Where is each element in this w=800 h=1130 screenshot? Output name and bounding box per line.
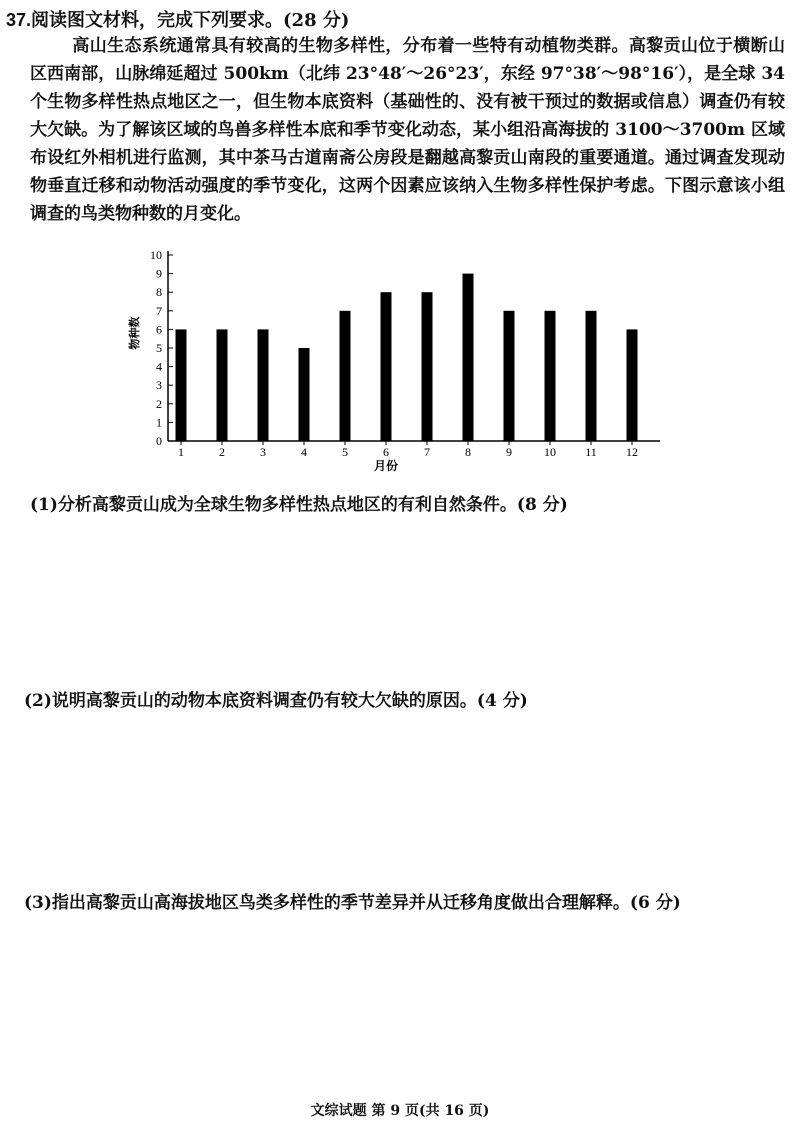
x-tick-label: 7 bbox=[424, 445, 430, 459]
x-tick-label: 5 bbox=[342, 445, 348, 459]
y-tick-label: 0 bbox=[156, 434, 162, 448]
bird-species-bar-chart bbox=[120, 242, 680, 477]
y-tick-label: 10 bbox=[150, 248, 162, 262]
x-tick-label: 4 bbox=[301, 445, 307, 459]
x-tick-label: 10 bbox=[544, 445, 556, 459]
page-footer: 文综试题 第 9 页(共 16 页) bbox=[310, 1103, 490, 1119]
y-tick-label: 5 bbox=[156, 341, 162, 355]
bar-9 bbox=[504, 311, 515, 441]
bar-4 bbox=[299, 348, 310, 441]
bar-5 bbox=[340, 311, 351, 441]
bar-1 bbox=[176, 329, 187, 441]
material-text: 高山生态系统通常具有较高的生物多样性，分布着一些特有动植物类群。高黎贡山位于横断山区西南部，山脉绵延超过 500km（北纬 23°48′～26°23′，东经 97°38′～98°16′），是全球 34 个生物多样性热点地区之一，但生物本底资料（基础性的、没有被干预过的数据或信息）调查仍有较大欠缺。为了解该区域的鸟兽多样性本底和季节变化动态，某小组沿高海拔的 3100～3700m 区域布设红外相机进行监测，其中茶马古道南斋公房段是翻越高黎贡山南段的重要通道。通过调查发现动物垂直迁移和动物活动强度的季节变化，这两个因素应该纳入生物多样性保护考虑。下图示意该小组调查的鸟类物种数的月变化。 bbox=[30, 36, 785, 224]
x-tick-label: 8 bbox=[465, 445, 471, 459]
y-tick-label: 7 bbox=[156, 303, 162, 318]
x-tick-label: 12 bbox=[626, 445, 638, 459]
bar-10 bbox=[545, 311, 556, 441]
x-tick-label: 11 bbox=[585, 445, 597, 459]
bar-11 bbox=[586, 311, 597, 441]
y-tick-label: 1 bbox=[156, 415, 162, 430]
bar-7 bbox=[422, 292, 433, 441]
x-tick-label: 9 bbox=[506, 445, 512, 459]
x-tick-label: 1 bbox=[178, 445, 184, 459]
x-tick-label: 2 bbox=[219, 445, 225, 459]
bar-3 bbox=[258, 329, 269, 441]
material-paragraph bbox=[30, 32, 785, 228]
subquestion-3: (3)指出高黎贡山高海拔地区鸟类多样性的季节差异并从迁移角度做出合理解释。(6 分) bbox=[24, 893, 681, 913]
x-axis-label: 月份 bbox=[373, 459, 399, 473]
y-axis-label: 物种数 bbox=[128, 316, 141, 350]
y-tick-label: 4 bbox=[156, 359, 162, 374]
y-tick-label: 8 bbox=[156, 285, 162, 300]
bar-2 bbox=[217, 329, 228, 441]
question-heading bbox=[6, 6, 349, 32]
chart-bars bbox=[176, 274, 638, 441]
subquestion-2: (2)说明高黎贡山的动物本底资料调查仍有较大欠缺的原因。(4 分) bbox=[24, 691, 528, 711]
subquestion-1: (1)分析高黎贡山成为全球生物多样性热点地区的有利自然条件。(8 分) bbox=[30, 495, 568, 515]
bar-6 bbox=[381, 292, 392, 441]
bar-8 bbox=[463, 274, 474, 441]
y-tick-label: 9 bbox=[156, 266, 162, 281]
question-number: 37. bbox=[6, 10, 32, 30]
y-tick-label: 2 bbox=[156, 396, 162, 411]
x-tick-label: 6 bbox=[383, 445, 389, 459]
y-tick-label: 6 bbox=[156, 322, 162, 337]
question-title: 阅读图文材料，完成下列要求。(28 分) bbox=[31, 10, 350, 31]
bar-12 bbox=[627, 329, 638, 441]
y-tick-label: 3 bbox=[156, 378, 162, 393]
x-tick-label: 3 bbox=[260, 445, 266, 459]
